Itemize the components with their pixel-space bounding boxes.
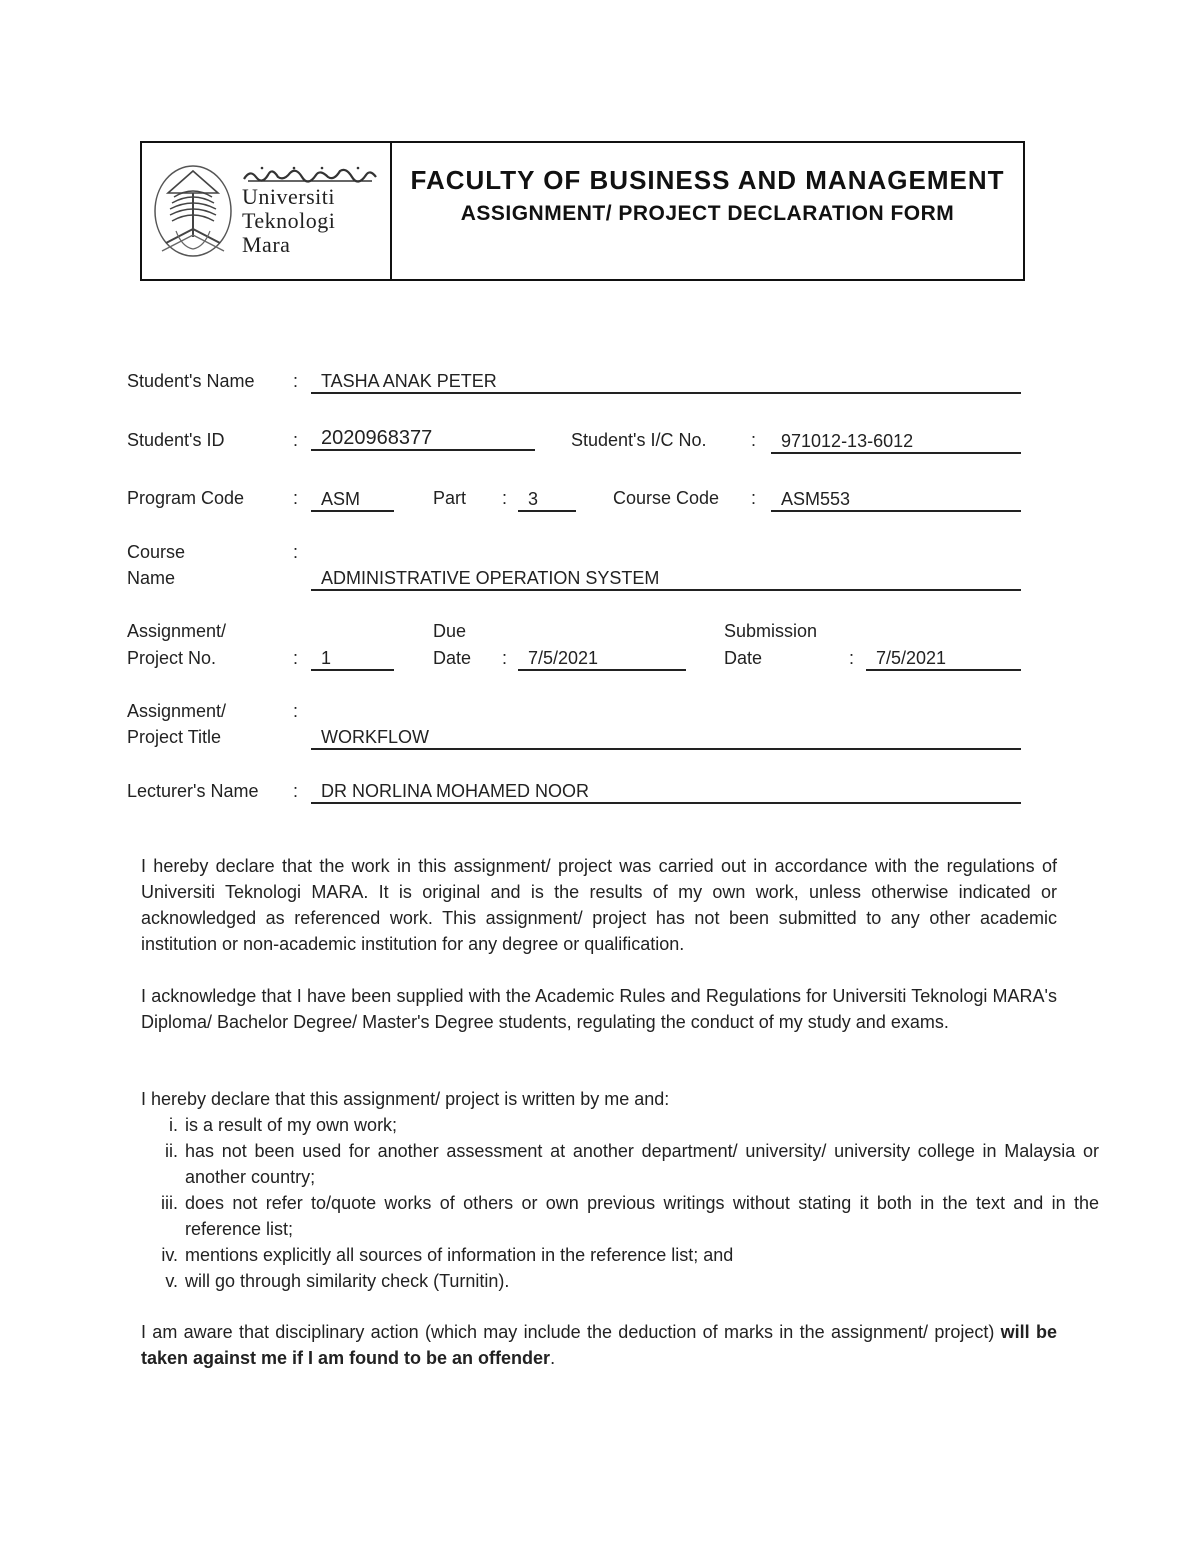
submission-date-field[interactable]: 7/5/2021 [866, 647, 1021, 671]
course-name-field[interactable]: ADMINISTRATIVE OPERATION SYSTEM [311, 567, 1021, 591]
declaration-paragraph-4-text: I am aware that disciplinary action (which may include the deduction of marks in the assignment/ project) [141, 1322, 995, 1342]
form-title-block [392, 143, 1023, 279]
submission-date-label-line-1: Submission [724, 621, 818, 641]
assignment-no-label-line-2: Project No. [127, 648, 217, 668]
list-item: ii. has not been used for another assessment at another department/ university/ university college in Malaysia or another country; [183, 1138, 1099, 1190]
list-item: iii. does not refer to/quote works of others or own previous writings without stating it both in the text and in the reference list; [183, 1190, 1099, 1242]
course-name-label-line-1: Course [127, 542, 186, 562]
assignment-no-label-line-1: Assignment/ [127, 621, 227, 641]
student-name-field[interactable]: TASHA ANAK PETER [311, 370, 1021, 394]
colon: : [293, 648, 299, 668]
list-item: i. is a result of my own work; [183, 1112, 1099, 1138]
colon: : [849, 648, 855, 668]
jawi-script-icon [242, 165, 378, 183]
due-date-label-line-1: Due [433, 621, 467, 641]
paragraph-end: . [550, 1348, 556, 1368]
university-name-line-3: Mara [242, 232, 291, 257]
university-name-line-2: Teknologi [242, 208, 336, 233]
colon: : [502, 648, 508, 668]
due-date-field[interactable]: 7/5/2021 [518, 647, 686, 671]
colon: : [293, 430, 299, 450]
program-code-field[interactable]: ASM [311, 488, 394, 512]
offender-warning: will be taken against me if I am found to be an offender [141, 1322, 1057, 1368]
form-title: ASSIGNMENT/ PROJECT DECLARATION FORM [460, 202, 955, 225]
declaration-paragraph-4 [141, 1319, 1057, 1371]
colon: : [293, 781, 299, 801]
project-title-label-line-1: Assignment/ [127, 701, 227, 721]
declaration-paragraph-3: I hereby declare that this assignment/ project is written by me and: [141, 1089, 670, 1109]
student-id-field[interactable]: 2020968377 [311, 427, 535, 451]
ic-number-label: Student's I/C No. [571, 430, 707, 450]
faculty-title: FACULTY OF BUSINESS AND MANAGEMENT [410, 165, 1005, 195]
form-header [140, 141, 1025, 281]
declaration-list [141, 1112, 1099, 1294]
declaration-paragraph-1: I hereby declare that the work in this assignment/ project was carried out in accordance with the regulations of Universiti Teknologi MARA. It is original and is the results of my own work, unless otherwise indicated or acknowledged as referenced work. This assignment/ project has not been submitted to any other academic institution or non-academic institution for any degree or qualification. [141, 856, 1057, 954]
project-title-field[interactable]: WORKFLOW [311, 726, 1021, 750]
assignment-no-field[interactable]: 1 [311, 647, 394, 671]
ic-number-field[interactable]: 971012-13-6012 [771, 430, 1021, 454]
submission-date-label-line-2: Date [724, 648, 763, 668]
course-code-label: Course Code [613, 488, 720, 508]
colon: : [293, 701, 299, 721]
part-field[interactable]: 3 [518, 488, 576, 512]
declaration-paragraph-2: I acknowledge that I have been supplied with the Academic Rules and Regulations for Universiti Teknologi MARA's Diploma/ Bachelor Degree/ Master's Degree students, regulating the conduct of my study and exams. [141, 986, 1057, 1032]
course-name-label-line-2: Name [127, 568, 176, 588]
program-code-label: Program Code [127, 488, 245, 508]
course-code-field[interactable]: ASM553 [771, 488, 1021, 512]
lecturer-name-label: Lecturer's Name [127, 781, 259, 801]
colon: : [293, 542, 299, 562]
list-item: iv. mentions explicitly all sources of information in the reference list; and [183, 1242, 1099, 1268]
project-title-label-line-2: Project Title [127, 727, 222, 747]
student-id-label: Student's ID [127, 430, 225, 450]
colon: : [293, 488, 299, 508]
university-name-line-1: Universiti [242, 184, 335, 209]
lecturer-name-field[interactable]: DR NORLINA MOHAMED NOOR [311, 780, 1021, 804]
part-label: Part [433, 488, 467, 508]
student-name-label: Student's Name [127, 371, 255, 391]
university-logo-block [142, 143, 392, 279]
due-date-label-line-2: Date [433, 648, 472, 668]
list-item: v. will go through similarity check (Turnitin). [183, 1268, 1099, 1294]
uitm-crest-icon [152, 163, 234, 259]
colon: : [293, 371, 299, 391]
colon: : [751, 488, 757, 508]
university-name [242, 165, 378, 257]
colon: : [502, 488, 508, 508]
colon: : [751, 430, 757, 450]
